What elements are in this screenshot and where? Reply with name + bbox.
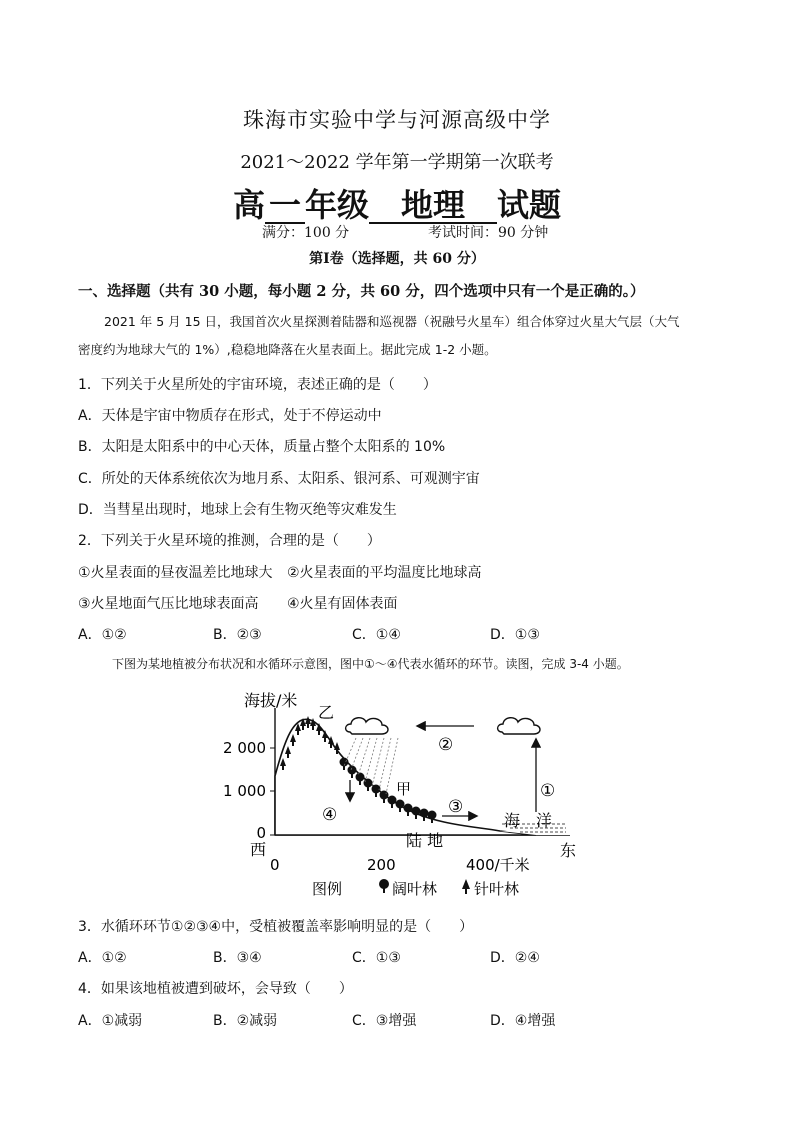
cycle-label-4: ④: [322, 805, 338, 825]
full-score: 满分：100 分: [262, 225, 350, 241]
cycle-label-2: ②: [438, 735, 454, 755]
legend-broadleaf-label: 阔叶林: [392, 880, 438, 898]
y-tick-label-1000: 1 000: [223, 782, 266, 800]
cloud-over-ocean: [498, 718, 540, 734]
intro-paragraph-2: 下图为某地植被分布状况和水循环示意图，图中①～④代表水循环的环节。读图，完成 3-4 小题。: [112, 657, 629, 671]
forest-label-jia: 甲: [396, 780, 412, 798]
y-tick-label-2000: 2 000: [223, 739, 266, 757]
cycle-label-1: ①: [540, 781, 556, 801]
cloud-over-land: [346, 718, 388, 734]
terrain-profile: [275, 719, 536, 835]
peak-label-yi: 乙: [318, 703, 335, 722]
q1-option-b: B．太阳是太阳系中的中心天体，质量占整个太阳系的 10%: [78, 439, 446, 455]
legend-conifer-label: 针叶林: [474, 880, 520, 898]
exam-time: 考试时间：90 分钟: [428, 225, 549, 241]
ocean-label: 海 洋: [504, 811, 553, 830]
q2-statement-1: ①火星表面的昼夜温差比地球大: [78, 565, 273, 581]
y-tick-label-0: 0: [256, 824, 266, 842]
x-tick-label-0: 0: [270, 856, 280, 874]
part-title: 一、选择题（共有 30 小题，每小题 2 分，共 60 分，四个选项中只有一个是正确的。）: [78, 283, 645, 300]
q4-option-b: B．②减弱: [213, 1013, 278, 1029]
vegetation-water-cycle-figure: [223, 684, 590, 904]
title-suffix: 试题: [497, 186, 562, 224]
legend-conifer-icon: [462, 879, 470, 894]
cycle-label-3: ③: [448, 797, 464, 817]
legend-broadleaf-icon: [379, 879, 389, 893]
q3-option-b: B．③④: [213, 950, 262, 966]
q1-option-a: A．天体是宇宙中物质存在形式，处于不停运动中: [78, 408, 382, 424]
q4-stem: 4．如果该地植被遭到破坏，会导致（ ）: [78, 981, 353, 997]
q1-option-d: D．当彗星出现时，地球上会有生物灭绝等灾难发生: [78, 502, 397, 518]
intro-line-1: 2021 年 5 月 15 日，我国首次火星探测着陆器和巡视器（祝融号火星车）组合体穿过火星大气层（大气: [104, 314, 680, 329]
east-label: 东: [560, 841, 577, 860]
intro-paragraph-1: [78, 308, 718, 364]
q3-option-d: D．②④: [490, 950, 540, 966]
exam-term: 2021～2022 学年第一学期第一次联考: [240, 152, 554, 173]
q4-option-c: C．③增强: [352, 1013, 417, 1029]
q2-option-d: D．①③: [490, 627, 540, 643]
x-tick-label-200: 200: [367, 856, 396, 874]
land-label: 陆 地: [406, 831, 444, 850]
q3-stem: 3．水循环环节①②③④中，受植被覆盖率影响明显的是（ ）: [78, 919, 474, 935]
q4-option-d: D．④增强: [490, 1013, 556, 1029]
school-name: 珠海市实验中学与河源高级中学: [243, 108, 551, 132]
paper-title: [0, 180, 794, 226]
x-tick-label-400: 400/千米: [466, 856, 530, 874]
q2-statement-4: ④火星有固体表面: [287, 596, 398, 612]
title-grade: 一: [265, 188, 305, 224]
title-mid: 年级: [304, 186, 369, 224]
q3-option-c: C．①③: [352, 950, 401, 966]
q2-option-c: C．①④: [352, 627, 401, 643]
q4-option-a: A．①减弱: [78, 1013, 143, 1029]
q2-statement-2: ②火星表面的平均温度比地球高: [287, 565, 482, 581]
y-axis-label: 海拔/米: [244, 691, 298, 710]
west-label: 西: [250, 840, 267, 859]
q2-statement-3: ③火星地面气压比地球表面高: [78, 596, 259, 612]
q2-stem: 2．下列关于火星环境的推测，合理的是（ ）: [78, 533, 381, 549]
q3-option-a: A．①②: [78, 950, 127, 966]
q2-option-b: B．②③: [213, 627, 262, 643]
section-title: 第Ⅰ卷（选择题，共 60 分）: [309, 251, 485, 267]
intro-line-2: 密度约为地球大气的 1%）,稳稳地降落在火星表面上。据此完成 1-2 小题。: [78, 342, 497, 357]
title-prefix: 高: [232, 186, 265, 224]
q1-stem: 1．下列关于火星所处的宇宙环境，表述正确的是（ ）: [78, 377, 437, 393]
q1-option-c: C．所处的天体系统依次为地月系、太阳系、银河系、可观测宇宙: [78, 471, 480, 487]
q2-option-a: A．①②: [78, 627, 127, 643]
legend-title: 图例: [312, 880, 343, 898]
title-subject: 地理: [369, 188, 497, 224]
